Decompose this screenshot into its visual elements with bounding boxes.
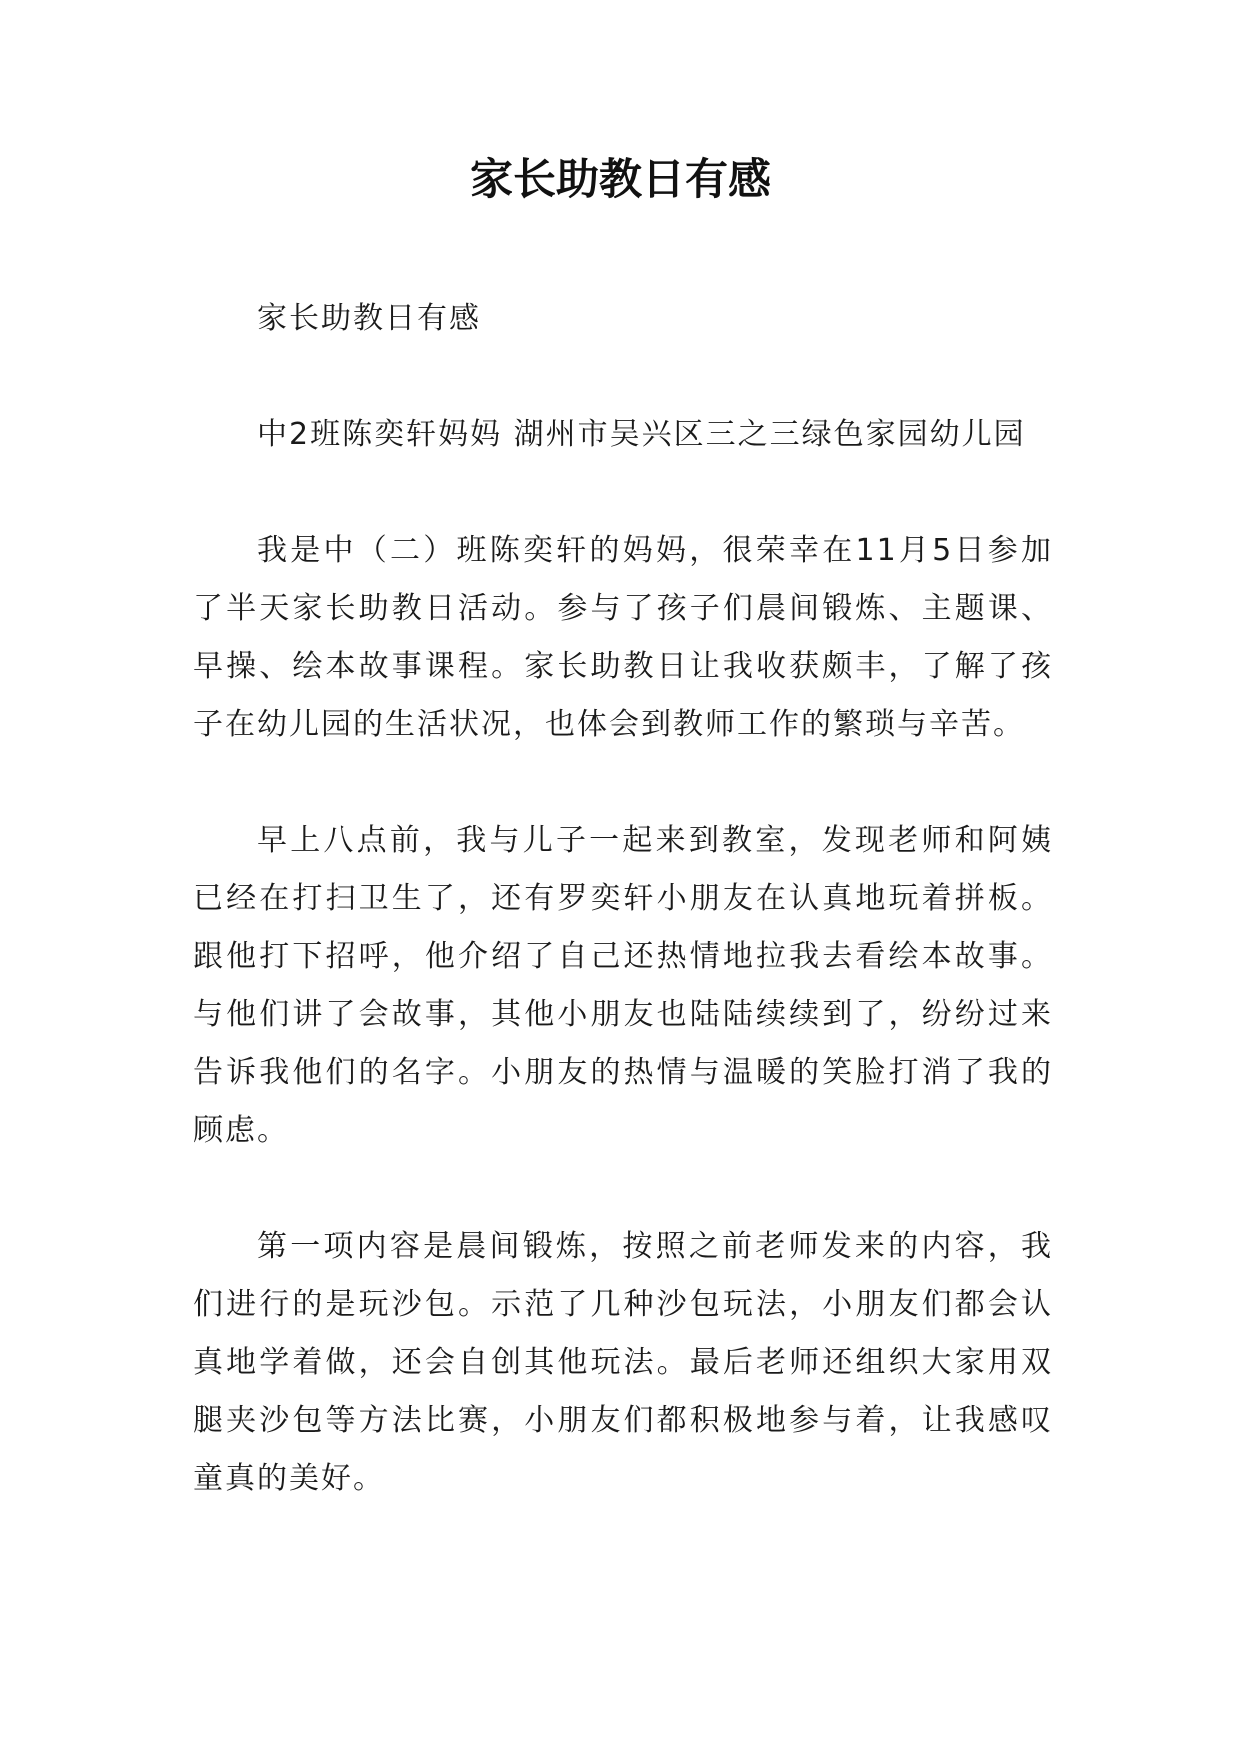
paragraph-morning: 早上八点前，我与儿子一起来到教室，发现老师和阿姨已经在打扫卫生了，还有罗奕轩小朋友在认真地玩着拼板。跟他打下招呼，他介绍了自己还热情地拉我去看绘本故事。与他们讲了会故事，其他小朋友也陆陆续续到了，纷纷过来告诉我他们的名字。小朋友的热情与温暖的笑脸打消了我的顾虑。 [193, 823, 1053, 1148]
document-title: 家长助教日有感 [470, 155, 771, 205]
paragraph-subtitle: 家长助教日有感 [257, 301, 481, 336]
document-body [193, 290, 1053, 1508]
paragraph-author: 中2班陈奕轩妈妈 湖州市吴兴区三之三绿色家园幼儿园 [257, 417, 1026, 452]
paragraph-exercise: 第一项内容是晨间锻炼，按照之前老师发来的内容，我们进行的是玩沙包。示范了几种沙包玩法，小朋友们都会认真地学着做，还会自创其他玩法。最后老师还组织大家用双腿夹沙包等方法比赛，小朋友们都积极地参与着，让我感叹童真的美好。 [193, 1229, 1053, 1496]
paragraph-intro: 我是中（二）班陈奕轩的妈妈，很荣幸在11月5日参加了半天家长助教日活动。参与了孩子们晨间锻炼、主题课、早操、绘本故事课程。家长助教日让我收获颇丰，了解了孩子在幼儿园的生活状况，也体会到教师工作的繁琐与辛苦。 [193, 533, 1053, 742]
